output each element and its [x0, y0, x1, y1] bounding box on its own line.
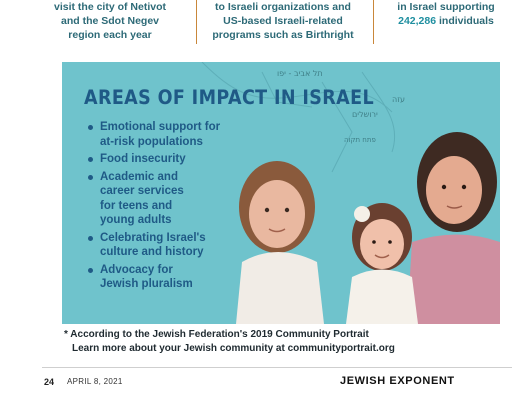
- stat-line: in Israel supporting: [397, 1, 495, 13]
- stat-highlight-number: 242,286: [398, 15, 437, 27]
- bullet-dot-icon: [88, 157, 93, 162]
- stat-line: and the Sdot Negev: [60, 15, 159, 27]
- column-divider: [373, 0, 374, 44]
- stat-individuals: [388, 0, 504, 28]
- footnote: [64, 328, 395, 356]
- stat-line: to Israeli organizations and: [215, 1, 351, 13]
- stat-suffix: individuals: [436, 15, 494, 27]
- map-label: עזה: [392, 95, 406, 104]
- column-divider: [196, 0, 197, 44]
- footnote-learn-more: Learn more about your Jewish community at communityportrait.org: [72, 343, 395, 354]
- impact-item-line: Celebrating Israel's: [100, 231, 206, 244]
- publication-name: JEWISH EXPONENT: [340, 375, 455, 387]
- bullet-dot-icon: [88, 125, 93, 130]
- bullet-dot-icon: [88, 175, 93, 180]
- impact-panel: [62, 62, 500, 324]
- impact-item-line: Emotional support for: [100, 121, 221, 133]
- footnote-source: * According to the Jewish Federation's 2019 Community Portrait: [64, 329, 369, 340]
- stat-line: region each year: [68, 29, 152, 41]
- stat-organizations: [208, 0, 358, 42]
- child-middle-figure: [346, 203, 418, 324]
- impact-item-line: culture and history: [100, 246, 204, 258]
- impact-list: [88, 120, 258, 295]
- impact-item-line: Academic and: [100, 170, 178, 183]
- stat-line: programs such as Birthright: [212, 29, 354, 41]
- stat-line: US-based Israeli-related: [223, 15, 343, 27]
- impact-item: [88, 263, 258, 292]
- map-label: תל אביב - יפו: [277, 69, 323, 78]
- impact-item-line: at-risk populations: [100, 135, 203, 148]
- impact-item: [88, 120, 258, 149]
- stat-line: [388, 14, 504, 28]
- impact-item-line: young adults: [100, 214, 172, 226]
- issue-date: APRIL 8, 2021: [67, 377, 123, 386]
- impact-item-line: career services: [100, 185, 184, 197]
- panel-heading: AREAS OF IMPACT IN ISRAEL: [84, 86, 374, 109]
- stat-line: visit the city of Netivot: [53, 1, 167, 13]
- bullet-dot-icon: [88, 268, 93, 273]
- impact-item: [88, 231, 258, 260]
- map-label: פתח תקוה: [344, 136, 376, 144]
- impact-item: [88, 170, 258, 228]
- footer-divider: [42, 367, 512, 368]
- page-number: 24: [44, 377, 55, 387]
- map-label: ירושלים: [352, 110, 378, 119]
- impact-item-line: Advocacy for: [100, 263, 173, 276]
- impact-item-line: for teens and: [100, 199, 173, 212]
- impact-item: [88, 152, 258, 167]
- impact-item-line: Food insecurity: [100, 153, 186, 165]
- impact-item-line: Jewish pluralism: [100, 278, 193, 290]
- bullet-dot-icon: [88, 236, 93, 241]
- child-right-figure: [407, 132, 500, 324]
- stat-netivot: [50, 0, 170, 42]
